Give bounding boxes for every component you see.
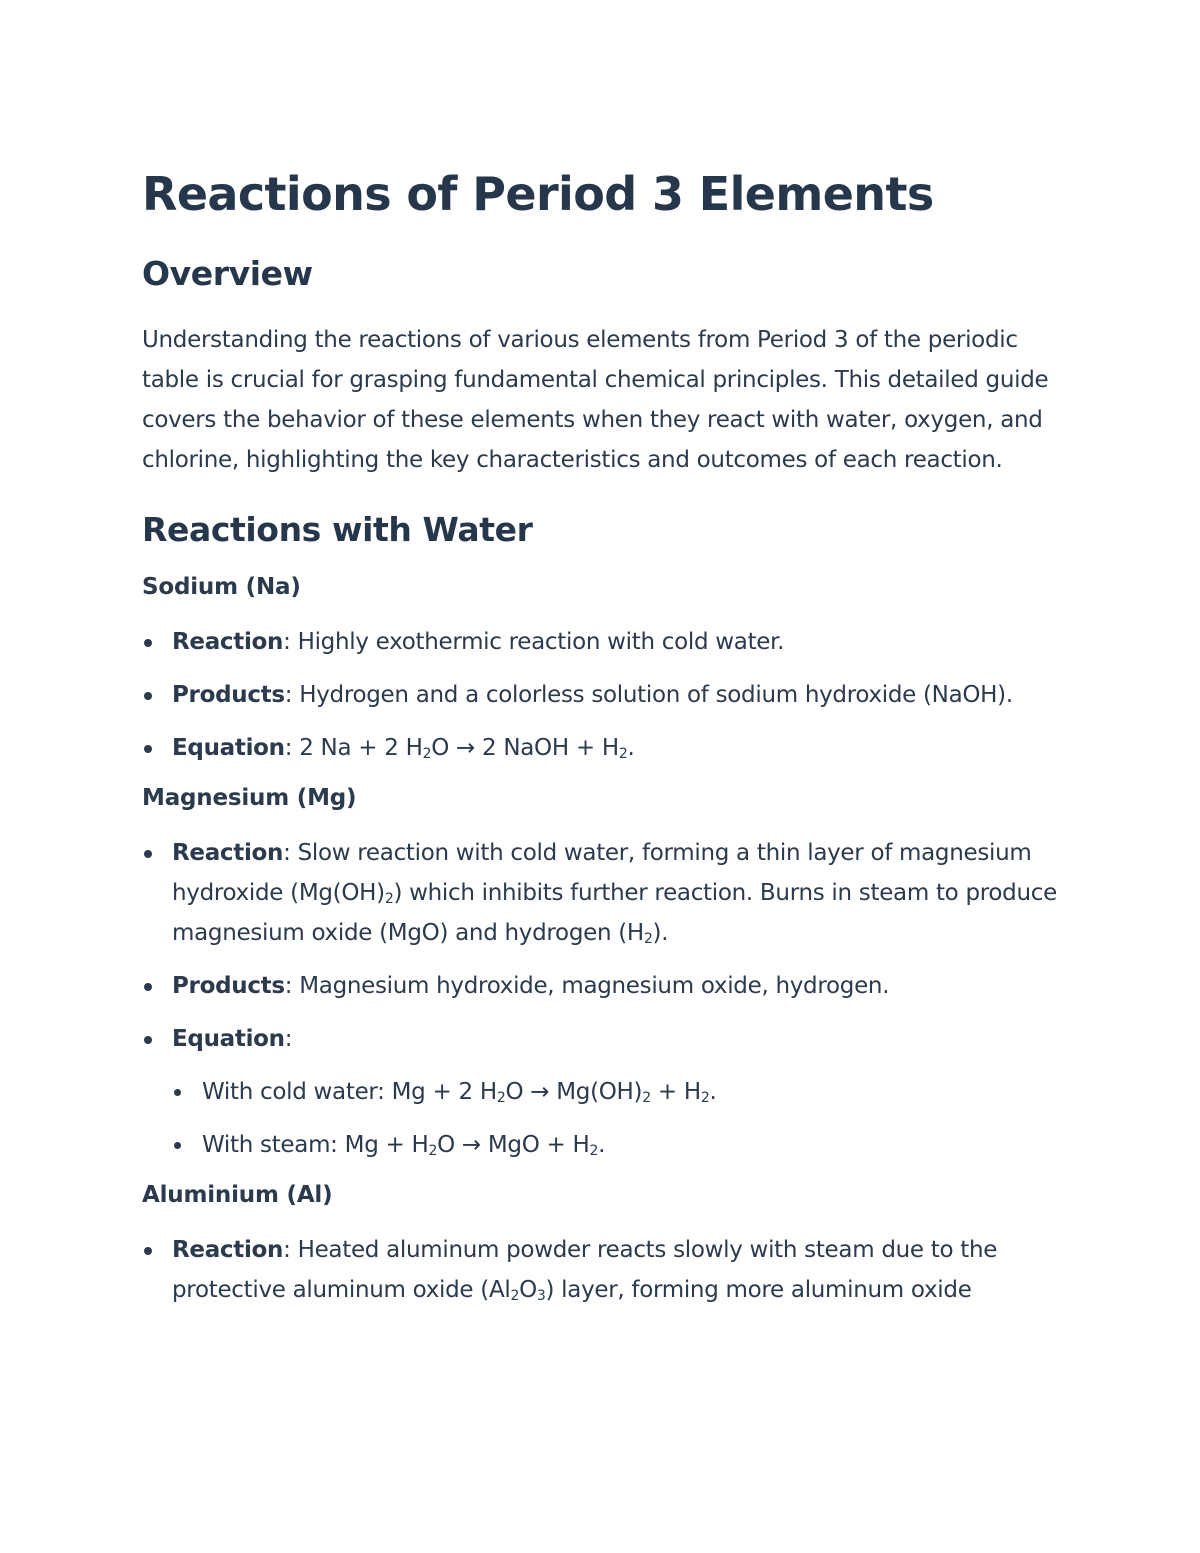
magnesium-reaction-item [142, 833, 1060, 953]
equation-text: + H [650, 1079, 701, 1105]
equation-colon: : [284, 1026, 293, 1052]
reaction-label: Reaction [172, 840, 284, 866]
overview-heading: Overview [142, 254, 313, 293]
equation-text: . [709, 1079, 717, 1105]
reaction-text: : Highly exothermic reaction with cold water. [283, 629, 785, 655]
water-section-heading: Reactions with Water [142, 510, 533, 549]
subscript: 2 [496, 1090, 506, 1106]
aluminium-list [142, 1230, 1060, 1310]
subscript: 2 [422, 746, 432, 762]
subscript: 2 [384, 891, 394, 907]
sodium-list [142, 622, 1060, 768]
sodium-reaction-item [142, 622, 1060, 662]
equation-text: : 2 Na + 2 H [284, 735, 423, 761]
subscript: 2 [428, 1143, 438, 1159]
magnesium-equation-item [142, 1019, 1060, 1165]
cold-water-equation-item [172, 1072, 1060, 1112]
equation-text: . [627, 735, 635, 761]
reaction-text: ) which inhibits further reaction. Burns in steam to produce magnesium oxide (MgO) and hydrogen (H [172, 880, 1057, 946]
magnesium-heading: Magnesium (Mg) [142, 785, 357, 811]
reaction-text: O [519, 1277, 537, 1303]
subscript: 2 [589, 1143, 599, 1159]
sodium-equation-item [142, 728, 1060, 768]
aluminium-heading: Aluminium (Al) [142, 1182, 333, 1208]
equation-label: Equation [172, 1026, 285, 1052]
steam-equation-item [172, 1125, 1060, 1165]
products-text: : Hydrogen and a colorless solution of sodium hydroxide (NaOH). [284, 682, 1013, 708]
reaction-text: : Slow reaction with cold water, forming a thin layer of magnesium hydroxide (Mg(OH) [172, 840, 1032, 906]
subscript: 3 [536, 1288, 546, 1304]
magnesium-equation-sublist [172, 1072, 1060, 1165]
equation-text: O → Mg(OH) [505, 1079, 643, 1105]
equation-label: Equation [172, 735, 285, 761]
equation-text: O → MgO + H [437, 1132, 590, 1158]
overview-paragraph: Understanding the reactions of various elements from Period 3 of the periodic table is crucial for grasping fundamental chemical principles. This detailed guide covers the behavior of these elements when they react with water, oxygen, and chlorine, highlighting the key characteristics and outcomes of each reaction. [142, 327, 1049, 473]
page-title: Reactions of Period 3 Elements [142, 167, 934, 221]
products-text: : Magnesium hydroxide, magnesium oxide, hydrogen. [284, 973, 890, 999]
equation-text: . [598, 1132, 606, 1158]
products-label: Products [172, 682, 285, 708]
equation-text: With cold water: Mg + 2 H [202, 1079, 497, 1105]
reaction-label: Reaction [172, 1237, 284, 1263]
aluminium-reaction-item [142, 1230, 1060, 1310]
products-label: Products [172, 973, 285, 999]
subscript: 2 [643, 931, 653, 947]
reaction-label: Reaction [172, 629, 284, 655]
reaction-text: : Heated aluminum powder reacts slowly with steam due to the protective aluminum oxide (Al [172, 1237, 998, 1303]
magnesium-list [142, 833, 1060, 1165]
subscript: 2 [700, 1090, 710, 1106]
reaction-text: ) layer, forming more aluminum oxide [545, 1277, 972, 1303]
subscript: 2 [642, 1090, 651, 1106]
reaction-text: ). [652, 920, 669, 946]
subscript: 2 [510, 1288, 520, 1304]
sodium-heading: Sodium (Na) [142, 574, 301, 600]
equation-text: With steam: Mg + H [202, 1132, 429, 1158]
equation-text: O → 2 NaOH + H [431, 735, 619, 761]
subscript: 2 [618, 746, 628, 762]
sodium-products-item [142, 675, 1060, 715]
magnesium-products-item [142, 966, 1060, 1006]
